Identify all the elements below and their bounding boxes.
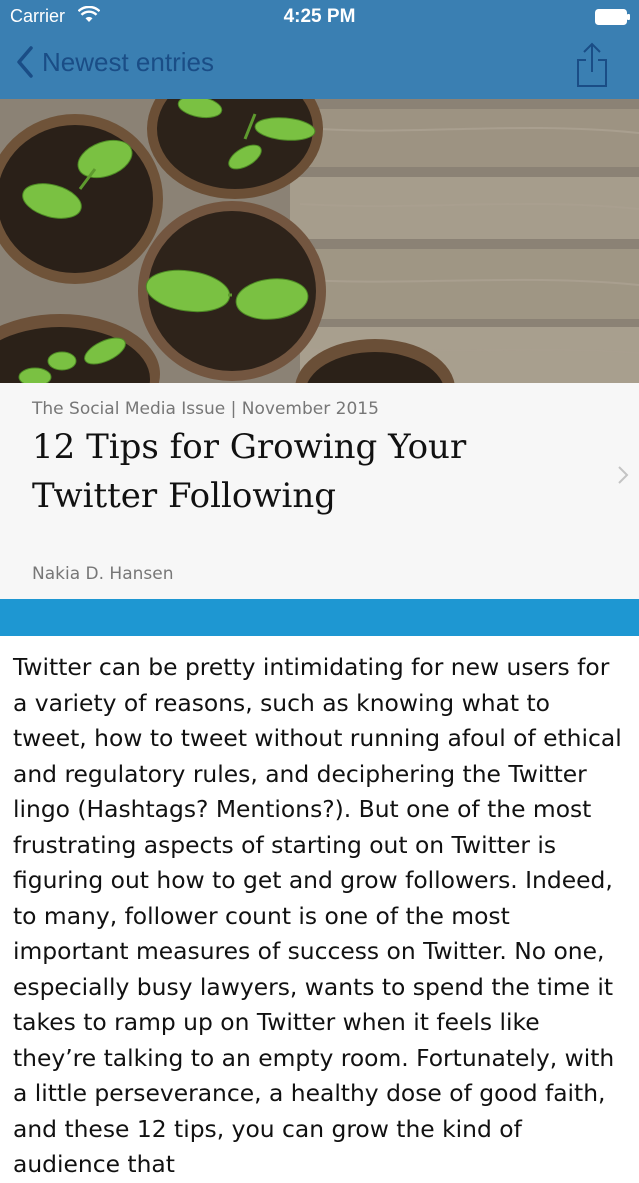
share-button[interactable] <box>575 42 609 92</box>
share-icon <box>575 42 609 88</box>
article-header[interactable] <box>0 383 639 599</box>
issue-label: The Social Media Issue | November 2015 <box>32 399 379 419</box>
author-name: Nakia D. Hansen <box>32 564 174 584</box>
chevron-right-icon <box>617 465 629 489</box>
article-title: 12 Tips for Growing Your Twitter Following <box>32 427 467 516</box>
status-time: 4:25 PM <box>283 6 356 27</box>
carrier-label: Carrier <box>10 6 66 26</box>
accent-bar <box>0 599 639 636</box>
navigation-bar <box>0 34 639 99</box>
chevron-left-icon <box>16 46 34 78</box>
article-body: Twitter can be pretty intimidating for new users for a variety of reasons, such as knowing what to tweet, how to tweet without running afoul of ethical and regulatory rules, and deciphering the Twitter lingo (Hashtags? Mentions?). But one of the most frustrating aspects of starting out on Twitter is figuring out how to get and grow followers. Indeed, to many, follower count is one of the most important measures of success on Twitter. No one, especially busy lawyers, wants to spend the time it takes to ramp up on Twitter when it feels like they’re talking to an empty room. Fortunately, with a little perseverance, a healthy dose of good faith, and these 12 tips, you can grow the kind of audience that <box>13 653 622 1178</box>
back-button-label: Newest entries <box>42 46 214 77</box>
back-button[interactable] <box>16 46 214 78</box>
hero-image <box>0 99 639 383</box>
status-bar <box>0 0 639 34</box>
battery-icon <box>595 9 631 25</box>
